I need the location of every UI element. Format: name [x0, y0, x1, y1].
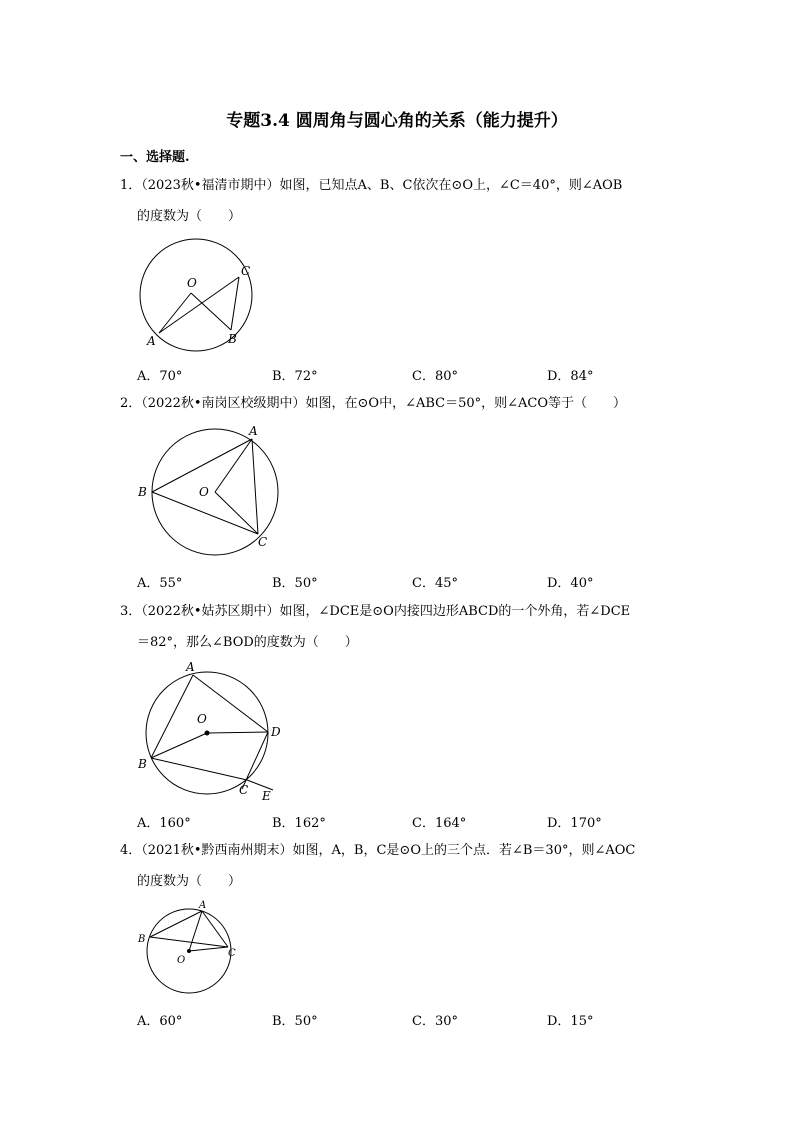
label-O: O [199, 485, 209, 499]
segment-OB [151, 733, 207, 758]
option-a[interactable]: A．55° [137, 576, 183, 591]
option-d[interactable]: D．170° [547, 816, 602, 831]
figure-4 [133, 898, 248, 998]
option-a[interactable]: A．70° [137, 369, 183, 384]
question-4-line2: 的度数为（ ） [137, 874, 242, 889]
segment-AC [252, 439, 258, 534]
option-b[interactable]: B．72° [272, 369, 318, 384]
figure-3 [135, 658, 285, 803]
question-2-line1 [120, 388, 626, 419]
option-b[interactable]: B．50° [272, 1014, 318, 1029]
segment-AB [151, 675, 193, 758]
label-B: B [228, 332, 237, 346]
option-c[interactable]: C．30° [412, 1014, 458, 1029]
question-1-line1 [120, 170, 622, 201]
segment-BC [151, 758, 247, 780]
option-d[interactable]: D．40° [547, 576, 594, 591]
question-stem: （2021秋•黔西南州期末）如图，A，B，C是⊙O上的三个点．若∠B＝30°，则∠AOC [141, 843, 636, 858]
segment-BC [231, 277, 239, 330]
option-a[interactable]: A．60° [137, 1014, 183, 1029]
label-C: C [258, 535, 268, 549]
figure-1 [130, 236, 260, 356]
label-O: O [197, 712, 207, 726]
label-A: A [249, 424, 258, 438]
option-d[interactable]: D．84° [547, 369, 594, 384]
label-B: B [138, 757, 147, 771]
label-E: E [262, 789, 271, 803]
segment-CD-extended [242, 732, 268, 789]
label-C: C [228, 948, 236, 959]
question-3-line2: ＝82°，那么∠BOD的度数为（ ） [137, 635, 358, 650]
segment-OC [215, 492, 258, 534]
label-A: A [147, 334, 156, 348]
label-O: O [177, 955, 186, 966]
question-stem: （2022秋•姑苏区期中）如图，∠DCE是⊙O内接四边形ABCD的一个外角，若∠DCE [141, 604, 631, 619]
label-C: C [239, 783, 249, 797]
option-a[interactable]: A．160° [137, 816, 191, 831]
segment-BA [150, 911, 202, 937]
label-B: B [138, 934, 146, 945]
option-d[interactable]: D．15° [547, 1014, 594, 1029]
question-1-line2: 的度数为（ ） [137, 209, 242, 224]
label-A: A [199, 900, 207, 911]
segment-OB [191, 293, 231, 330]
center-point [205, 731, 210, 736]
section-heading: 一、选择题. [120, 150, 190, 165]
page-title: 专题3.4 圆周角与圆心角的关系（能力提升） [226, 111, 568, 131]
label-B: B [138, 485, 147, 499]
option-c[interactable]: C．164° [412, 816, 467, 831]
segment-AC [159, 277, 239, 333]
option-c[interactable]: C．80° [412, 369, 458, 384]
question-stem: （2022秋•南岗区校级期中）如图，在⊙O中，∠ABC＝50°，则∠ACO等于（ ） [141, 396, 627, 411]
center-point [187, 949, 191, 953]
label-A: A [186, 660, 195, 674]
option-b[interactable]: B．162° [272, 816, 326, 831]
figure-2 [135, 420, 285, 560]
question-stem: （2023秋•福清市期中）如图，已知点A、B、C依次在⊙O上，∠C＝40°，则∠AOB [141, 178, 623, 193]
segment-OA [159, 293, 191, 333]
segment-BC [150, 937, 228, 947]
option-b[interactable]: B．50° [272, 576, 318, 591]
question-number: 4． [120, 843, 142, 858]
option-c[interactable]: C．45° [412, 576, 458, 591]
question-number: 2． [120, 396, 142, 411]
segment-OD [207, 732, 268, 733]
segment-AC [202, 911, 228, 947]
question-number: 3． [120, 604, 142, 619]
segment-OA [215, 439, 252, 492]
label-C: C [241, 264, 251, 278]
label-O: O [187, 276, 197, 290]
label-D: D [271, 725, 281, 739]
question-number: 1． [120, 178, 142, 193]
question-3-line1 [120, 596, 630, 627]
segment-OC [189, 947, 228, 951]
question-4-line1 [120, 835, 635, 866]
